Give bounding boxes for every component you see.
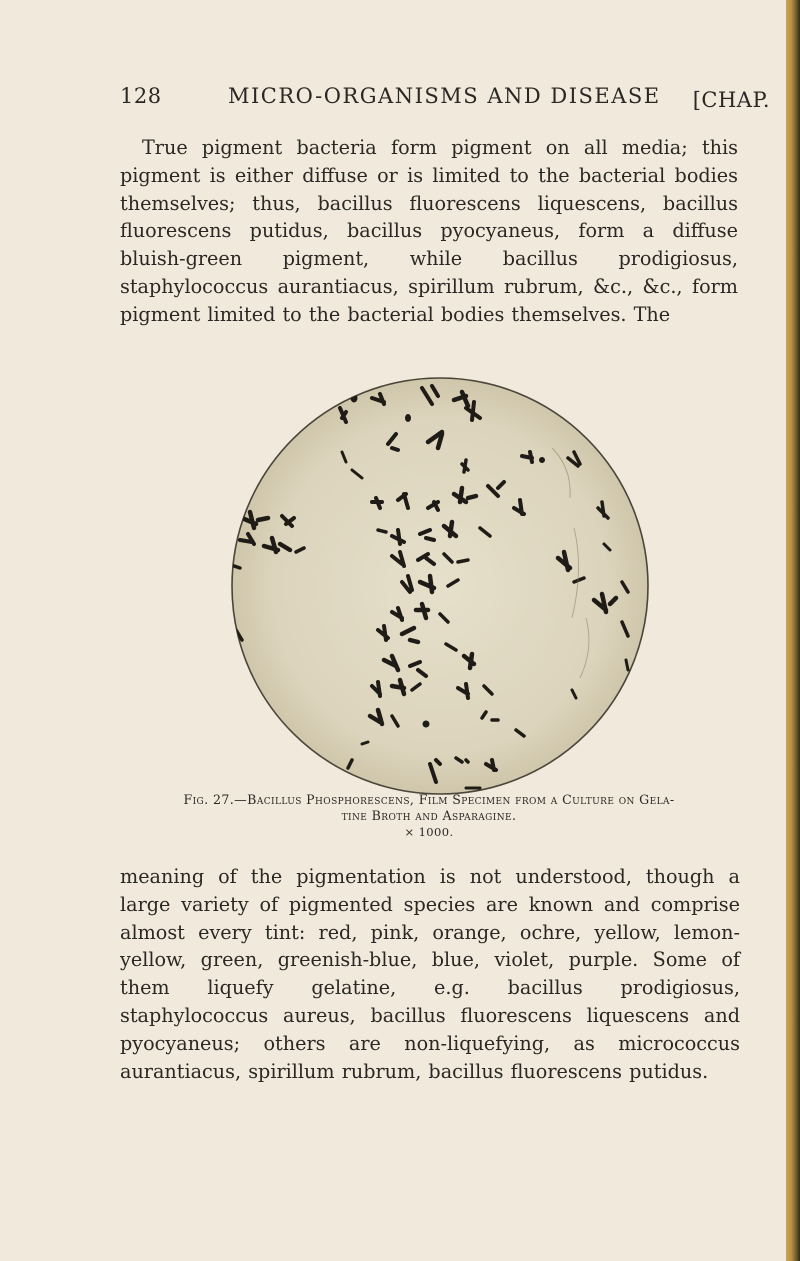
caption-line-1: —Bacillus Phosphorescens, Film Specimen from a Culture on Gela- <box>234 792 675 807</box>
paragraph-1: True pigment bacteria form pigment on all media; this pigment is either diffuse or is limited to the bacterial bodies themselves; thus, bacillus fluorescens liquescens, bacillus fluorescens putidus, bacillus pyocyaneus, form a diffuse bluish-green pigment, while bacillus prodigiosus, staphylococcus aurantiacus, spirillum rubrum, &c., &c., form pigment limited to the bacterial bodies themselves. The <box>120 136 738 326</box>
caption-label: Fig. 27. <box>183 792 235 807</box>
running-title: MICRO-ORGANISMS AND DISEASE <box>228 84 661 108</box>
chapter-marker: [CHAP. <box>692 88 770 112</box>
figure-caption <box>118 792 740 840</box>
micrograph-figure <box>222 368 658 804</box>
page-number: 128 <box>120 84 162 108</box>
caption-line-2: tine Broth and Asparagine. <box>341 808 517 823</box>
running-header <box>120 84 770 114</box>
micrograph-plate <box>222 368 658 804</box>
caption-magnification: × 1000. <box>404 825 454 839</box>
paragraph-2: meaning of the pigmentation is not understood, though a large variety of pigmented species are known and comprise almost every tint: red, pink, orange, ochre, yellow, lemon-yellow, green, greenish-blue, blue, violet, purple. Some of them liquefy gelatine, e.g. bacillus prodigiosus, staphylococcus aureus, bacillus fluorescens liquescens and pyocyaneus; others are non-liquefying, as micrococcus aurantiacus, spirillum rubrum, bacillus fluorescens putidus. <box>120 865 740 1083</box>
page-edge <box>786 0 800 1261</box>
